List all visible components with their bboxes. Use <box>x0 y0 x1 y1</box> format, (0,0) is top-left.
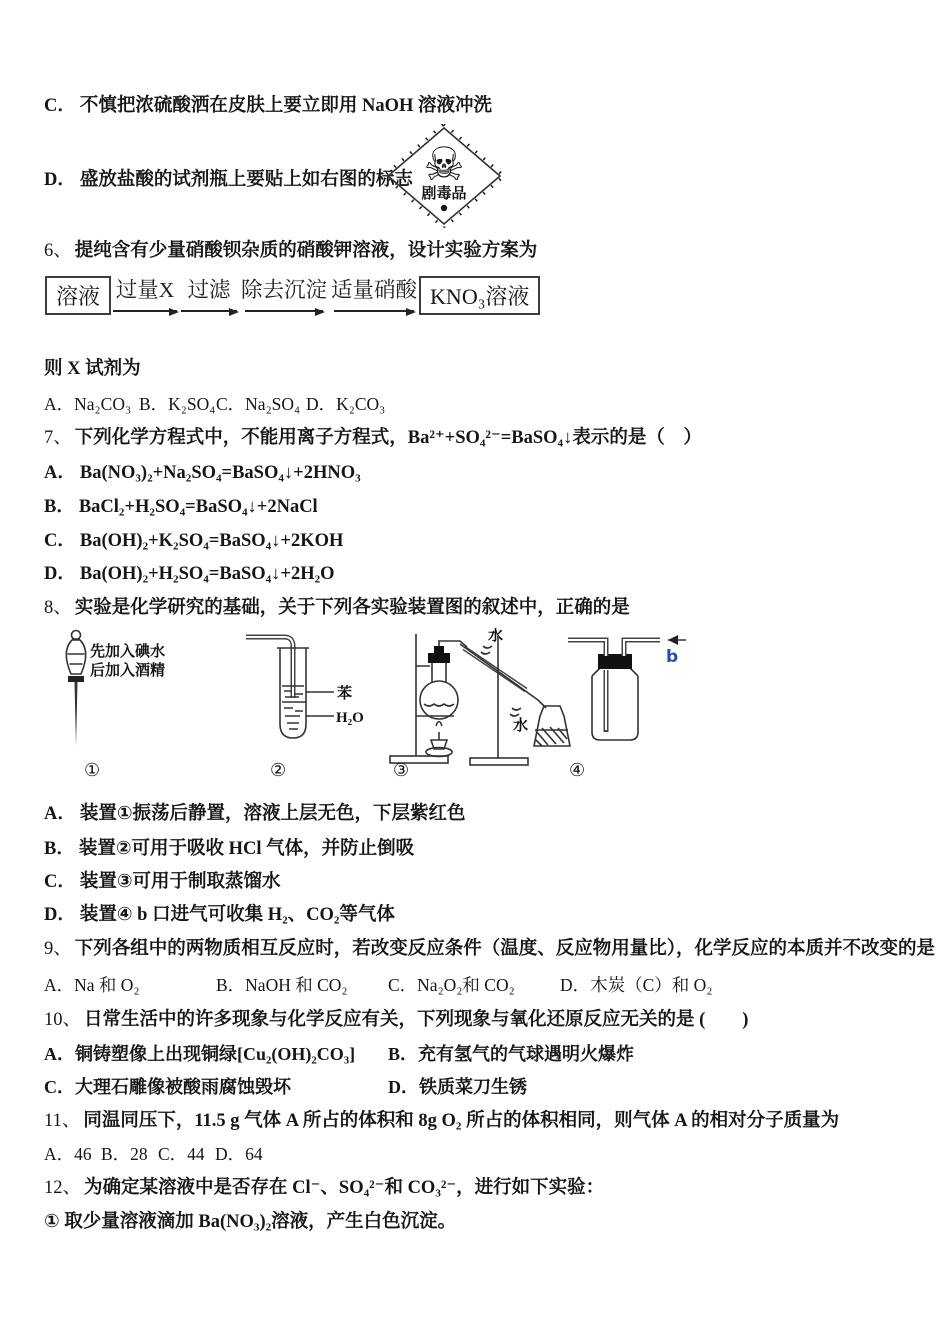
option-letter: D． <box>44 170 76 190</box>
q7-option-a <box>44 462 361 485</box>
fig1-label-line2: 后加入酒精 <box>90 663 166 679</box>
flow-start-box: 溶液 <box>45 276 111 315</box>
fig1-label-line1: 先加入碘水 <box>90 644 166 660</box>
q8-apparatus-figure <box>44 628 924 788</box>
option-text: BaCl₂+H₂SO₄=BaSO₄↓+2NaCl <box>78 497 318 517</box>
option-d: D．64 <box>215 1144 263 1164</box>
option-b: B．NaOH 和 CO₂ <box>216 975 348 995</box>
apparatus-2-test-tube <box>238 628 388 758</box>
arrow-right-icon <box>334 302 414 312</box>
q12-step-1: ① 取少量溶液滴加 Ba(NO₃)₂溶液，产生白色沉淀。 <box>44 1212 457 1232</box>
option-letter: C． <box>44 872 76 892</box>
skull-crossbones-icon: ☠ <box>423 139 465 190</box>
question-number: 9、 <box>44 939 72 959</box>
flow-step-label: 过滤 <box>187 277 231 302</box>
option-letter: D． <box>44 564 76 584</box>
q8-option-d <box>44 904 395 927</box>
fig2-benzene-label: 苯 <box>337 686 353 702</box>
question-number: 10、 <box>44 1010 82 1030</box>
q10-stem <box>44 1009 748 1032</box>
option-c: C．大理石雕像被酸雨腐蚀毁坏 <box>44 1077 291 1097</box>
question-text: 实验是化学研究的基础，关于下列各实验装置图的叙述中，正确的是 <box>74 598 630 618</box>
option-b: B．K₂SO₄ <box>139 394 216 414</box>
apparatus-4-number: ④ <box>569 760 586 781</box>
q8-option-a <box>44 803 466 826</box>
option-d: D．木炭（C）和 O₂ <box>560 975 713 995</box>
flow-end-box: KNO₃溶液 <box>419 276 540 315</box>
flow-step-2 <box>181 279 237 313</box>
question-text: 下列化学方程式中，不能用离子方程式，Ba²⁺+SO₄²⁻=BaSO₄↓表示的是（ ） <box>74 428 702 448</box>
apparatus-1-separating-funnel <box>50 628 210 758</box>
question-number: 8、 <box>44 598 72 618</box>
question-number: 12、 <box>44 1178 82 1198</box>
option-a: A．Na 和 O₂ <box>44 975 140 995</box>
question-number: 11、 <box>44 1111 81 1131</box>
arrow-right-icon <box>113 302 177 312</box>
question-text: 为确定某溶液中是否存在 Cl⁻、SO₄²⁻和 CO₃²⁻，进行如下实验： <box>84 1178 605 1198</box>
q5-option-c <box>44 95 492 118</box>
option-letter: B． <box>44 839 75 859</box>
question-number: 7、 <box>44 428 72 448</box>
option-letter: C． <box>44 96 76 116</box>
question-text: 日常生活中的许多现象与化学反应有关，下列现象与氧化还原反应无关的是 ( ) <box>84 1010 749 1030</box>
flow-step-1 <box>113 279 177 313</box>
apparatus-3-distillation <box>370 628 580 773</box>
q7-option-d <box>44 563 335 586</box>
q7-stem <box>44 427 702 450</box>
option-text: 盛放盐酸的试剂瓶上要贴上如右图的标志 <box>79 170 413 190</box>
option-letter: A． <box>44 463 76 483</box>
poison-sign-label: 剧毒品 <box>421 186 467 202</box>
q6-flow-diagram <box>45 276 540 315</box>
question-text: 提纯含有少量硝酸钡杂质的硝酸钾溶液，设计实验方案为 <box>74 241 538 261</box>
option-text: 不慎把浓硫酸洒在皮肤上要立即用 NaOH 溶液冲洗 <box>79 96 493 116</box>
q11-stem <box>44 1110 839 1133</box>
q8-stem <box>44 597 630 620</box>
fig4-port-label: b <box>666 647 679 667</box>
option-a: A．铜铸塑像上出现铜绿[Cu₂(OH)₂CO₃] <box>44 1044 356 1064</box>
option-c: C．44 <box>158 1144 205 1164</box>
arrow-right-icon <box>181 302 237 312</box>
q7-option-c <box>44 530 343 553</box>
option-a: A．Na₂CO₃ <box>44 394 132 414</box>
question-text: 同温同压下，11.5 g 气体 A 所占的体积和 8g O₂ 所占的体积相同，则气体 A 的相对分子质量为 <box>83 1111 840 1131</box>
option-letter: A． <box>44 804 76 824</box>
q5-option-d <box>44 169 413 192</box>
option-text: 装置③可用于制取蒸馏水 <box>79 872 281 892</box>
question-number: 6、 <box>44 241 72 261</box>
option-text: Ba(OH)₂+K₂SO₄=BaSO₄↓+2KOH <box>79 531 344 551</box>
option-text: 装置①振荡后静置，溶液上层无色，下层紫红色 <box>79 804 466 824</box>
q6-stem <box>44 240 537 263</box>
option-text: Ba(NO₃)₂+Na₂SO₄=BaSO₄↓+2HNO₃ <box>79 463 361 483</box>
option-a: A．46 <box>44 1144 92 1164</box>
option-letter: D． <box>44 905 76 925</box>
fig2-water-label: H₂O <box>336 710 364 726</box>
flow-step-label: 适量硝酸 <box>331 277 418 302</box>
q7-option-b <box>44 496 318 519</box>
q8-option-c <box>44 871 281 894</box>
arrow-right-icon <box>245 302 323 312</box>
option-d: D．铁质菜刀生锈 <box>388 1077 527 1097</box>
option-letter: B． <box>44 497 75 517</box>
option-text: Ba(OH)₂+H₂SO₄=BaSO₄↓+2H₂O <box>79 564 335 584</box>
flow-step-label: 除去沉淀 <box>241 277 328 302</box>
poison-sign-icon <box>383 124 505 228</box>
apparatus-4-gas-bottle <box>550 628 690 753</box>
q12-stem <box>44 1177 604 1200</box>
flow-step-4 <box>331 279 417 313</box>
fig3-water-in-label: 水 <box>488 628 504 644</box>
q6-followup: 则 X 试剂为 <box>44 359 141 379</box>
question-text: 下列各组中的两物质相互反应时，若改变反应条件（温度、反应物用量比），化学反应的本质并不改变的是 <box>74 939 936 959</box>
q9-stem <box>44 938 935 961</box>
fig3-water-out-label: 水 <box>513 718 529 734</box>
apparatus-3-number: ③ <box>393 760 410 781</box>
apparatus-2-number: ② <box>270 760 287 781</box>
option-c: C．Na₂SO₄ <box>216 394 301 414</box>
option-letter: C． <box>44 531 76 551</box>
flow-step-3 <box>241 279 327 313</box>
flow-step-label: 过量X <box>115 277 175 302</box>
option-b: B．充有氢气的气球遇明火爆炸 <box>388 1044 635 1064</box>
apparatus-1-number: ① <box>84 760 101 781</box>
q8-option-b <box>44 838 414 861</box>
option-c: C．Na₂O₂和 CO₂ <box>388 975 515 995</box>
option-text: 装置②可用于吸收 HCl 气体，并防止倒吸 <box>78 839 415 859</box>
option-b: B．28 <box>101 1144 148 1164</box>
option-text: 装置④ b 口进气可收集 H₂、CO₂等气体 <box>79 905 395 925</box>
option-d: D．K₂CO₃ <box>306 394 386 414</box>
